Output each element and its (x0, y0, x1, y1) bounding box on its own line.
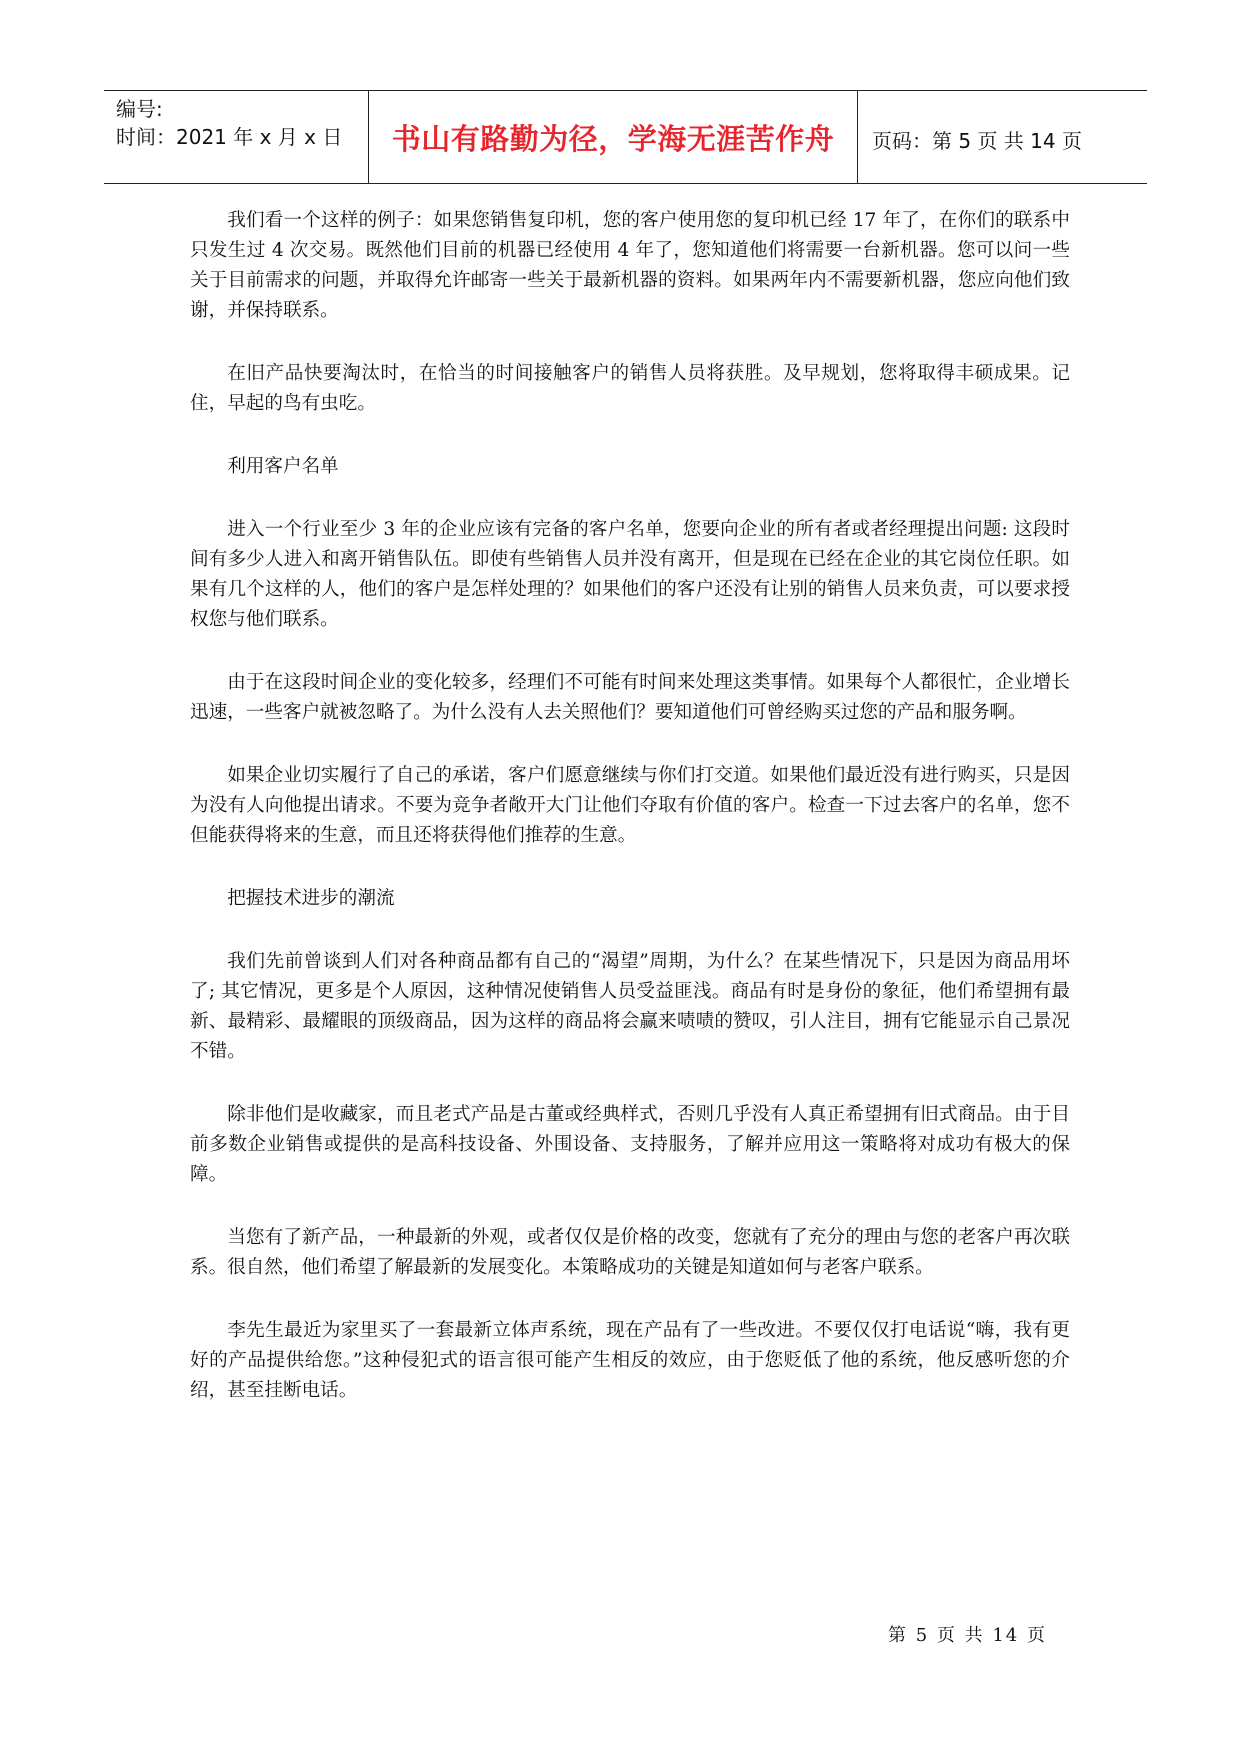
header-page-code: 页码：第 5 页 共 14 页 (872, 129, 1082, 153)
header-motto-cell (369, 91, 858, 183)
page-header (104, 90, 1147, 184)
paragraph: 当您有了新产品，一种最新的外观，或者仅仅是价格的改变，您就有了充分的理由与您的老客户再次联系。很自然，他们希望了解最新的发展变化。本策略成功的关键是知道如何与老客户联系。 (190, 1227, 1070, 1278)
header-motto: 书山有路勤为径，学海无涯苦作舟 (391, 122, 835, 156)
paragraph: 李先生最近为家里买了一套最新立体声系统，现在产品有了一些改进。不要仅仅打电话说“嗨，我有更好的产品提供给您。”这种侵犯式的语言很可能产生相反的效应，由于您贬低了他的系统，他反感听您的介绍，甚至挂断电话。 (190, 1320, 1070, 1401)
paragraph: 我们看一个这样的例子：如果您销售复印机，您的客户使用您的复印机已经 17 年了，在你们的联系中只发生过 4 次交易。既然他们目前的机器已经使用 4 年了，您知道他们将需要一台新机器。您可以问一些关于目前需求的问题，并取得允许邮寄一些关于最新机器的资料。如果两年内不需要新机器，您应向他们致谢，并保持联系。 (190, 210, 1070, 321)
section-heading: 利用客户名单 (227, 456, 339, 477)
page-footer: 第 5 页 共 14 页 (888, 1625, 1047, 1646)
paragraph: 除非他们是收藏家，而且老式产品是古董或经典样式，否则几乎没有人真正希望拥有旧式商品。由于目前多数企业销售或提供的是高科技设备、外围设备、支持服务，了解并应用这一策略将对成功有极大的保障。 (190, 1104, 1070, 1185)
paragraph: 在旧产品快要淘汰时，在恰当的时间接触客户的销售人员将获胜。及早规划，您将取得丰硕成果。记住，早起的鸟有虫吃。 (190, 363, 1070, 414)
paragraph: 由于在这段时间企业的变化较多，经理们不可能有时间来处理这类事情。如果每个人都很忙，企业增长迅速，一些客户就被忽略了。为什么没有人去关照他们？要知道他们可曾经购买过您的产品和服务啊。 (190, 672, 1070, 723)
document-body (190, 206, 1070, 1439)
document-number-label: 编号: (116, 97, 163, 121)
section-heading: 把握技术进步的潮流 (227, 888, 395, 909)
document-time: 时间：2021 年 x 月 x 日 (116, 125, 343, 149)
header-info-cell (104, 91, 369, 183)
paragraph: 我们先前曾谈到人们对各种商品都有自己的“渴望”周期，为什么？在某些情况下，只是因为商品用坏了; 其它情况，更多是个人原因，这种情况使销售人员受益匪浅。商品有时是身份的象征，他们希望拥有最新、最精彩、最耀眼的顶级商品，因为这样的商品将会赢来啧啧的赞叹，引人注目，拥有它能显示自己景况不错。 (190, 951, 1070, 1062)
header-page-cell (858, 91, 1147, 183)
paragraph: 进入一个行业至少 3 年的企业应该有完备的客户名单，您要向企业的所有者或者经理提出问题: 这段时间有多少人进入和离开销售队伍。即使有些销售人员并没有离开，但是现在已经在企业的其它岗位任职。如果有几个这样的人，他们的客户是怎样处理的？如果他们的客户还没有让别的销售人员来负责，可以要求授权您与他们联系。 (190, 519, 1070, 630)
paragraph: 如果企业切实履行了自己的承诺，客户们愿意继续与你们打交道。如果他们最近没有进行购买，只是因为没有人向他提出请求。不要为竞争者敞开大门让他们夺取有价值的客户。检查一下过去客户的名单，您不但能获得将来的生意，而且还将获得他们推荐的生意。 (190, 765, 1070, 846)
